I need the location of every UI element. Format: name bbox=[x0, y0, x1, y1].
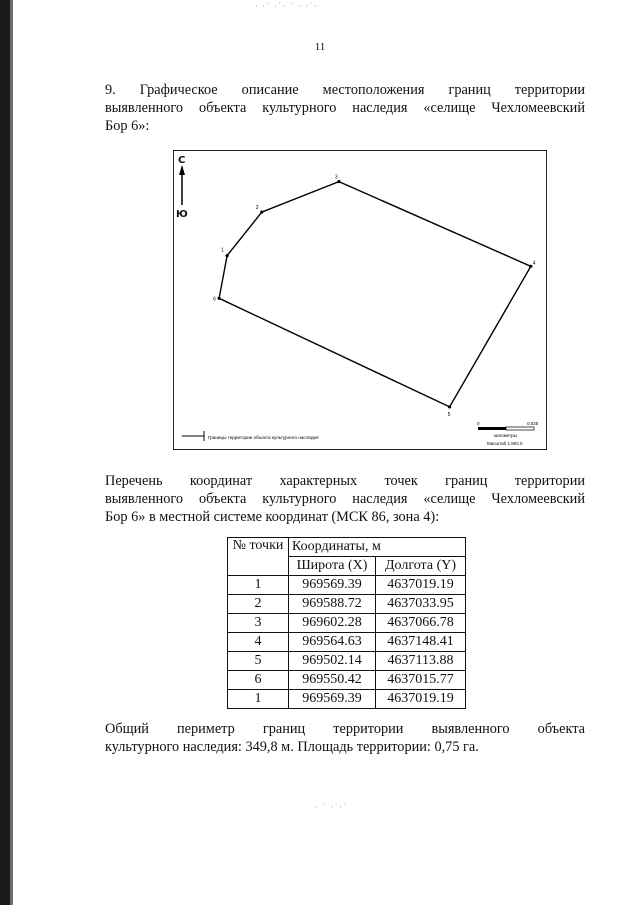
scale-end: 0.025 bbox=[527, 421, 539, 426]
cell-latitude: 969602.28 bbox=[289, 614, 376, 633]
cell-point: 1 bbox=[228, 690, 289, 709]
section-heading-line: 9. Графическое описание местоположения границ территории bbox=[105, 82, 585, 98]
boundary-point-6 bbox=[218, 297, 221, 300]
cell-longitude: 4637113.88 bbox=[376, 652, 466, 671]
coords-intro-line: Перечень координат характерных точек границ территории bbox=[105, 473, 585, 489]
scale-zero: 0 bbox=[477, 421, 480, 426]
legend-label: Границы территории объекта культурного наследия bbox=[208, 435, 319, 440]
cell-point: 5 bbox=[228, 652, 289, 671]
section-heading-line: выявленного объекта культурного наследия «селище Чехломеевский bbox=[105, 100, 585, 116]
cell-latitude: 969502.14 bbox=[289, 652, 376, 671]
cell-latitude: 969588.72 bbox=[289, 595, 376, 614]
table-row bbox=[228, 671, 466, 690]
header-longitude: Долгота (Y) bbox=[376, 557, 466, 576]
cell-latitude: 969550.42 bbox=[289, 671, 376, 690]
page-number: 11 bbox=[314, 41, 326, 53]
boundary-point-label-5: 5 bbox=[447, 411, 451, 418]
boundary-point-1 bbox=[226, 254, 229, 257]
cell-point: 3 bbox=[228, 614, 289, 633]
cell-longitude: 4637033.95 bbox=[376, 595, 466, 614]
boundary-map bbox=[173, 150, 547, 450]
scale-bar-white bbox=[506, 427, 534, 430]
boundary-point-label-1: 1 bbox=[221, 247, 224, 254]
section-heading-line: Бор 6»: bbox=[105, 118, 150, 134]
table-row bbox=[228, 690, 466, 709]
table-row bbox=[228, 595, 466, 614]
table-row bbox=[228, 614, 466, 633]
scale-bar-black bbox=[478, 427, 506, 430]
summary-line: Общий периметр границ территории выявленного объекта bbox=[105, 721, 585, 737]
header-point-number: № точки bbox=[228, 538, 289, 576]
cell-longitude: 4637148.41 bbox=[376, 633, 466, 652]
cell-point: 6 bbox=[228, 671, 289, 690]
boundary-point-label-6: 6 bbox=[213, 296, 216, 303]
scan-edge-shadow bbox=[10, 0, 13, 905]
coords-intro bbox=[105, 472, 585, 526]
table-row bbox=[228, 652, 466, 671]
scale-text: Масштаб 1:802.0 bbox=[487, 441, 523, 446]
summary-line: культурного наследия: 349,8 м. Площадь территории: 0,75 га. bbox=[105, 739, 479, 755]
boundary-point-label-3: 3 bbox=[334, 174, 338, 181]
table-row bbox=[228, 633, 466, 652]
boundary-point-3 bbox=[337, 180, 340, 183]
boundary-point-label-2: 2 bbox=[255, 205, 259, 212]
cell-point: 1 bbox=[228, 576, 289, 595]
boundary-point-5 bbox=[448, 405, 451, 408]
coords-intro-line: выявленного объекта культурного наследия «селище Чехломеевский bbox=[105, 491, 585, 507]
coords-intro-line: Бор 6» в местной системе координат (МСК 86, зона 4): bbox=[105, 509, 440, 525]
table-row bbox=[228, 576, 466, 595]
compass-north-label: С bbox=[178, 155, 186, 166]
map-canvas bbox=[174, 151, 546, 449]
boundary-polyline bbox=[219, 182, 531, 407]
coordinates-table bbox=[227, 537, 466, 709]
north-arrowhead-icon bbox=[179, 165, 185, 175]
scan-edge bbox=[0, 0, 10, 905]
header-coordinates: Координаты, м bbox=[289, 538, 466, 557]
summary bbox=[105, 720, 585, 756]
boundary-point-label-4: 4 bbox=[532, 260, 536, 267]
cell-longitude: 4637019.19 bbox=[376, 576, 466, 595]
section-heading bbox=[105, 81, 585, 135]
boundary-point-2 bbox=[260, 211, 263, 214]
cell-point: 2 bbox=[228, 595, 289, 614]
cell-longitude: 4637015.77 bbox=[376, 671, 466, 690]
cell-latitude: 969569.39 bbox=[289, 576, 376, 595]
scan-noise-top: · ·˙ ·˙· ˙ · ·˙· bbox=[255, 2, 318, 11]
cell-latitude: 969564.63 bbox=[289, 633, 376, 652]
cell-longitude: 4637019.19 bbox=[376, 690, 466, 709]
boundary-points bbox=[213, 175, 536, 418]
header-latitude: Широта (X) bbox=[289, 557, 376, 576]
cell-longitude: 4637066.78 bbox=[376, 614, 466, 633]
scale-unit: километры bbox=[494, 433, 517, 438]
scan-noise-bottom: · ˙ ·˙·˙ bbox=[315, 803, 348, 812]
compass-south-label: Ю bbox=[176, 209, 188, 220]
cell-latitude: 969569.39 bbox=[289, 690, 376, 709]
cell-point: 4 bbox=[228, 633, 289, 652]
